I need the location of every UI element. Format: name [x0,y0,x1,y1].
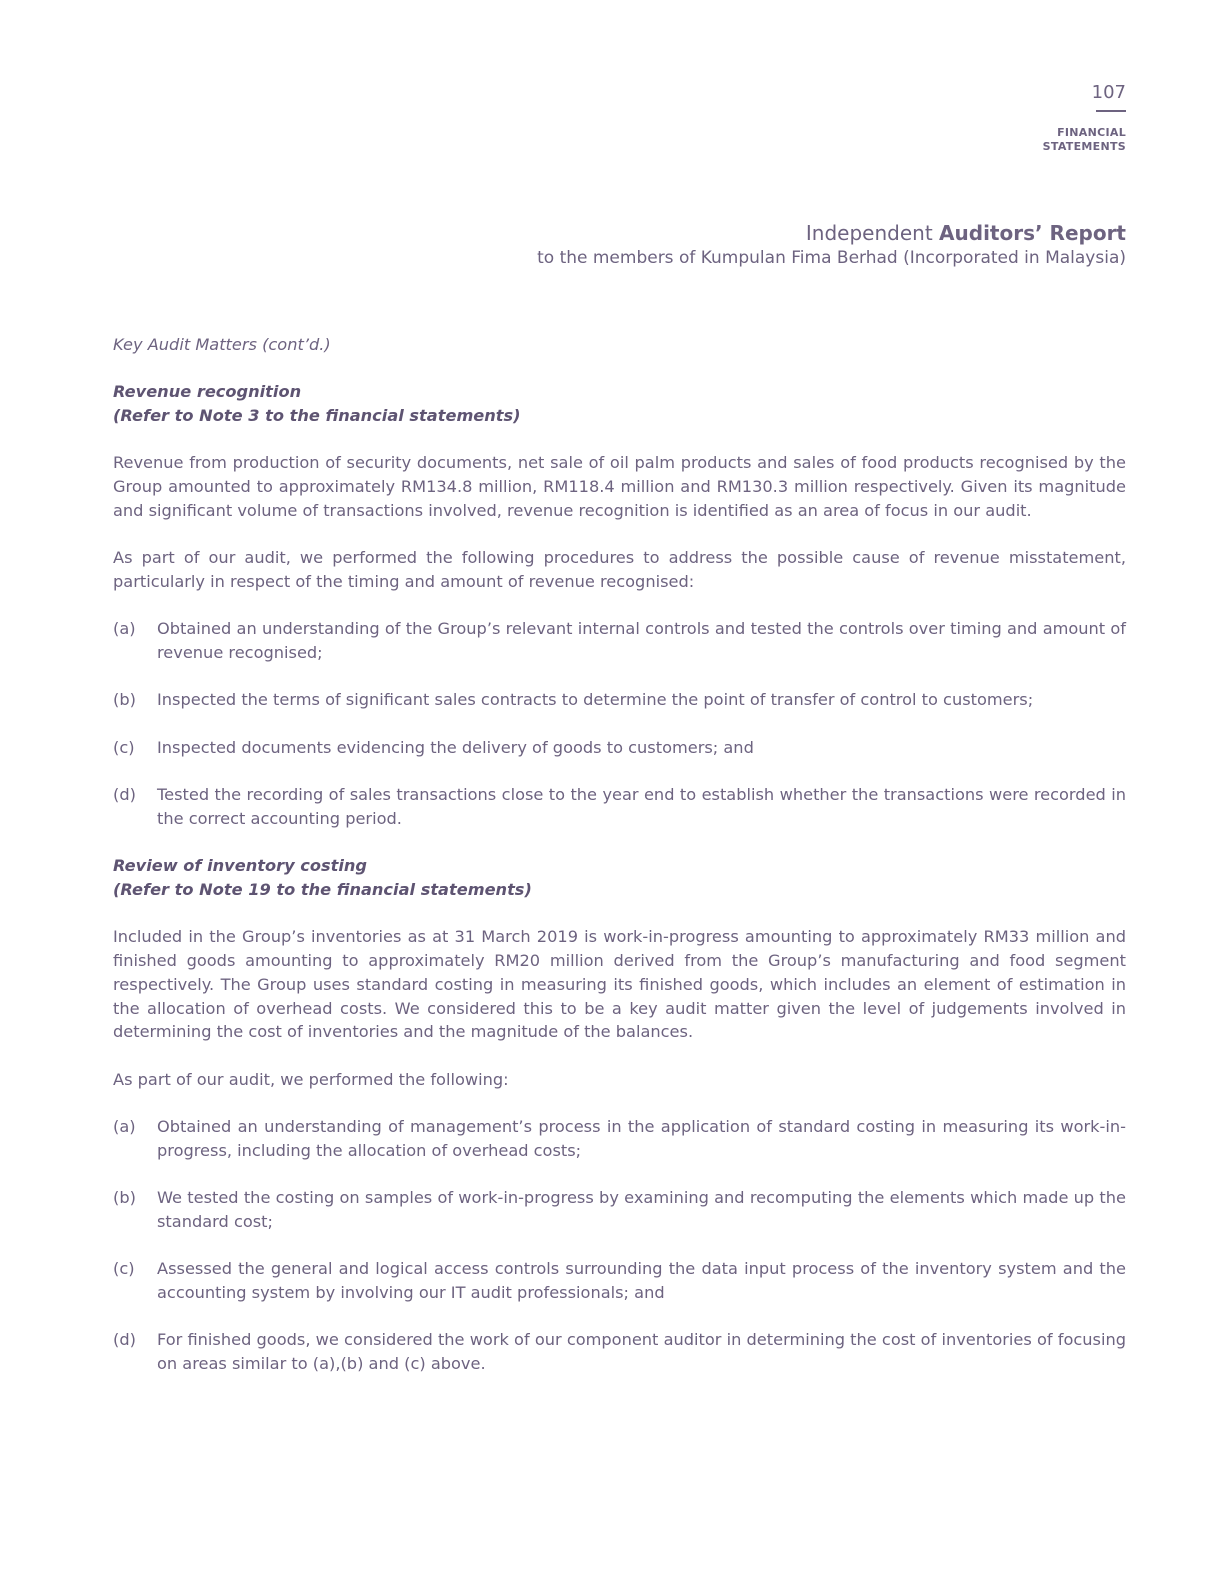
report-title [806,221,1126,245]
list-item-text: Tested the recording of sales transactions close to the year end to establish whether the transactions were recorded in the correct accounting period. [157,785,1126,828]
list-item-text: Obtained an understanding of management’s process in the application of standard costing in measuring its work-in-progress, including the allocation of overhead costs; [157,1117,1126,1160]
list-item-marker: (b) [113,690,136,710]
list-item-text: Obtained an understanding of the Group’s relevant internal controls and tested the controls over timing and amount of revenue recognised; [157,619,1126,663]
revenue-procedures-list [113,617,1126,830]
revenue-heading-title: Revenue recognition [113,382,302,402]
inventory-heading [113,854,1126,901]
inventory-heading-note-ref: (Refer to Note 19 to the financial statements) [113,880,532,900]
section-label-line1: FINANCIAL [1057,126,1126,139]
key-audit-matters-heading: Key Audit Matters (cont’d.) [113,335,331,354]
list-item [113,783,1126,830]
list-item-marker: (a) [113,619,136,639]
list-item [113,688,1126,712]
inventory-paragraph-2: As part of our audit, we performed the following: [113,1069,509,1089]
section-label [1043,126,1126,154]
inventory-heading-title: Review of inventory costing [113,856,368,876]
inventory-procedures-list [113,1115,1126,1376]
list-item [113,1328,1126,1375]
list-item [113,617,1126,664]
report-body [113,333,1126,1399]
revenue-paragraph-2: As part of our audit, we performed the following procedures to address the possible cause of revenue misstatement, particularly in respect of the timing and amount of revenue recognised: [113,548,1126,591]
revenue-paragraph-1: Revenue from production of security documents, net sale of oil palm products and sales of food products recognised by the Group amounted to approximately RM134.8 million, RM118.4 million and RM130.3 million respectively. Given its magnitude and significant volume of transactions involved, revenue recognition is identified as an area of focus in our audit. [113,453,1126,520]
report-subtitle: to the members of Kumpulan Fima Berhad (Incorporated in Malaysia) [537,248,1126,268]
list-item-marker: (d) [113,1330,136,1350]
list-item-marker: (a) [113,1117,136,1137]
list-item-text: Inspected documents evidencing the delivery of goods to customers; and [157,737,754,757]
list-item-marker: (c) [113,1259,135,1279]
report-title-bold: Auditors’ Report [939,221,1126,245]
page-number-rule [1096,110,1126,112]
list-item [113,1257,1126,1304]
list-item-text: Assessed the general and logical access controls surrounding the data input process of the inventory system and the accounting system by involving our IT audit professionals; and [157,1259,1126,1302]
list-item-marker: (b) [113,1188,136,1208]
list-item-marker: (d) [113,785,136,805]
revenue-heading [113,380,1126,427]
list-item-text: We tested the costing on samples of work-in-progress by examining and recomputing the elements which made up the standard cost; [157,1188,1126,1231]
report-title-regular: Independent [805,221,933,245]
list-item [113,1186,1126,1233]
list-item [113,1115,1126,1162]
list-item-text: Inspected the terms of significant sales contracts to determine the point of transfer of control to customers; [157,690,1034,710]
revenue-heading-note-ref: (Refer to Note 3 to the financial statements) [113,406,521,426]
list-item-text: For finished goods, we considered the work of our component auditor in determining the cost of inventories of focusing on areas similar to (a),(b) and (c) above. [157,1330,1126,1374]
section-label-line2: STATEMENTS [1042,140,1126,153]
list-item [113,736,1126,760]
inventory-paragraph-1: Included in the Group’s inventories as at 31 March 2019 is work-in-progress amounting to approximately RM33 million and finished goods amounting to approximately RM20 million derived from the Group’s manufacturing and food segment respectively. The Group uses standard costing in measuring its finished goods, which includes an element of estimation in the allocation of overhead costs. We considered this to be a key audit matter given the level of judgements involved in determining the cost of inventories and the magnitude of the balances. [113,927,1126,1042]
list-item-marker: (c) [113,737,135,757]
page-number: 107 [1091,82,1126,103]
